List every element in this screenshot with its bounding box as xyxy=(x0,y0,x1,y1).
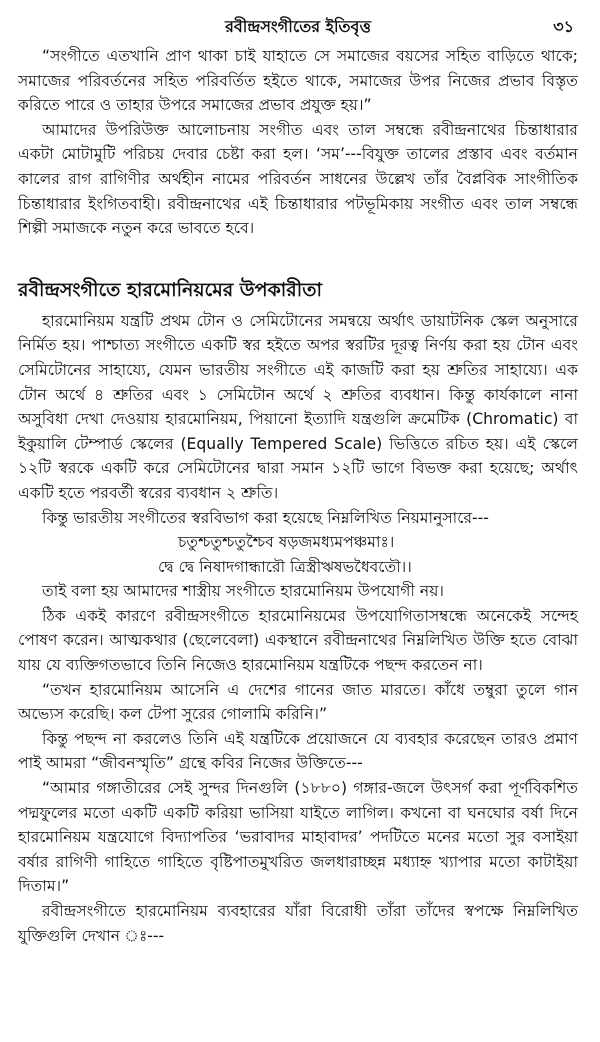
paragraph-doubts: ঠিক একই কারণে রবীন্দ্রসংগীতে হারমোনিয়মের উপযোগিতাসম্বন্ধে অনেকেই সন্দেহ পোষণ করেন। আত্মকথার (ছেলেবেলা) একস্থানে রবীন্দ্রনাথের নিম্নলিখিত উক্তি হতে বোঝা যায় যে ব্যক্তিগতভাবে তিনি নিজেও হারমোনিয়ম যন্ত্রটিকে পছন্দ করতেন না। xyxy=(18,606,578,675)
intro-quote: “সংগীতে এতখানি প্রাণ থাকা চাই যাহাতে সে সমাজের বয়সের সহিত বাড়িতে থাকে; সমাজের পরিবর্তনের সহিত পরিবর্তিত হইতে থাকে, সমাজের উপর নিজের প্রভাব বিস্তৃত করিতে পারে ও তাহার উপরে সমাজের প্রভাব প্রযুক্ত হয়।” xyxy=(18,47,578,115)
quote-chhelebela: “তখন হারমোনিয়ম আসেনি এ দেশের গানের জাত মারতে। কাঁধে তম্বুরা তুলে গান অভ্যেস করেছি। কল টেপা সুরের গোলামি করিনি।” xyxy=(18,680,578,724)
sanskrit-verse-line-1: চতুশ্চতুশ্চতুশ্চৈব ষড়জমধ্যমপঞ্চমাঃ। xyxy=(178,533,395,552)
paragraph-unsuitable: তাই বলা হয় আমাদের শাস্ত্রীয় সংগীতে হারমোনিয়ম উপযোগী নয়। xyxy=(42,582,444,601)
paragraph-harmonium-construction: হারমোনিয়ম যন্ত্রটি প্রথম টোন ও সেমিটোনের সমন্বয়ে অর্থাৎ ডায়াটনিক স্কেল অনুসারে নির্মিত হয়। পাশ্চাত্য সংগীতে একটি স্বর হইতে অপর স্বরটির দূরত্ব নির্ণয় করা হয় টোন এবং সেমিটোনের সাহায্যে, যেমন ভারতীয় সংগীতে এই কাজটি করা হয় শ্রুতির সাহায্যে। এক টোন অর্থে ৪ শ্রুতির এবং ১ সেমিটোন অর্থে ২ শ্রুতির ব্যবধান। কিন্তু কার্যকালে নানা অসুবিধা দেখা দেওয়ায় হারমোনিয়ম, পিয়ানো ইত্যাদি যন্ত্রগুলি ক্রমেটিক (Chromatic) বা ইকুয়ালি টেম্পার্ড স্কেলের (Equally Tempered Scale) ভিত্তিতে রচিত হয়। এই স্কেলে ১২টি স্বরকে একটি করে সেমিটোনের দ্বারা সমান ১২টি ভাগে বিভক্ত করা হয়েছে; অর্থাৎ একটি হতে পরবর্তী স্বরের ব্যবধান ২ শ্রুতি। xyxy=(18,311,578,502)
running-header xyxy=(18,0,578,44)
quote-jibansmriti: “আমার গঙ্গাতীরের সেই সুন্দর দিনগুলি (১৮৮০) গঙ্গার-জলে উৎসর্গ করা পূর্ণবিকশিত পদ্মফুলের মতো একটি একটি করিয়া ভাসিয়া যাইতে লাগিল। কখনো বা ঘনঘোর বর্ষা দিনে হারমোনিয়ম যন্ত্রযোগে বিদ্যাপতির ‘ভরাবাদর মাহাবাদর’ পদটিতে মনের মতো সুর বসাইয়া বর্ষার রাগিণী গাহিতে গাহিতে বৃষ্টিপাতমুখরিত জলধারাচ্ছন্ন মধ্যাহ্ন খ্যাপার মতো কাটাইয়া দিতাম।” xyxy=(18,779,578,896)
section-heading: রবীন্দ্রসংগীতে হারমোনিয়মের উপকারীতা xyxy=(18,278,322,301)
running-title: রবীন্দ্রসংগীতের ইতিবৃত্ত xyxy=(225,17,371,36)
paragraph-opponents: রবীন্দ্রসংগীতে হারমোনিয়ম ব্যবহারের যাঁরা বিরোধী তাঁরা তাঁদের স্বপক্ষে নিম্নলিখিত যুক্তিগুলি দেখান ঃ--- xyxy=(18,902,578,945)
paragraph-jibansmriti: কিন্তু পছন্দ না করলেও তিনি এই যন্ত্রটিকে প্রয়োজনে যে ব্যবহার করেছেন তারও প্রমাণ পাই আমরা “জীবনস্মৃতি” গ্রন্থে কবির নিজের উক্তিতে--- xyxy=(18,729,578,773)
paragraph-indian-division: কিন্তু ভারতীয় সংগীতের স্বরবিভাগ করা হয়েছে নিম্নলিখিত নিয়মানুসারে--- xyxy=(42,508,489,527)
section-spacer xyxy=(18,241,578,275)
sanskrit-verse-line-2: দ্বে দ্বে নিষাদগান্ধারৌ ত্রিস্ত্রীঋষভধৈবতৌ।। xyxy=(158,557,412,576)
intro-paragraph: আমাদের উপরিউক্ত আলোচনায় সংগীত এবং তাল সম্বন্ধে রবীন্দ্রনাথের চিন্তাধারার একটা মোটামুটি পরিচয় দেবার চেষ্টা করা হল। ‘সম’---বিযুক্ত তালের প্রস্তাব এবং বর্তমান কালের রাগ রাগিণীর অর্থহীন নামের পরিবর্তন সাধনের উল্লেখ তাঁর বৈপ্লবিক সাংগীতিক চিন্তাধারার ইংগিতবাহী। রবীন্দ্রনাথের এই চিন্তাধারার পটভূমিকায় সংগীত এবং তাল সম্বন্ধে শিল্পী সমাজকে নতুন করে ভাবতে হবে। xyxy=(18,120,578,238)
page-number: ৩১ xyxy=(553,17,574,36)
